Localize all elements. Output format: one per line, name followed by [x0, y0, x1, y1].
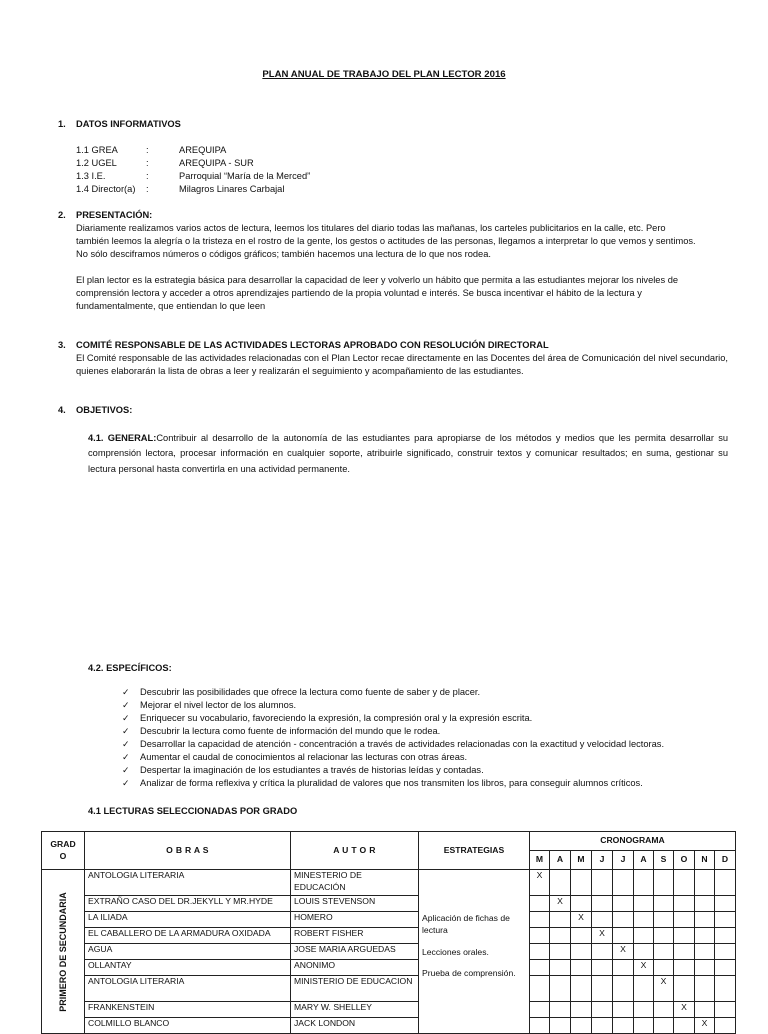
comite-paragraph: El Comité responsable de las actividades relacionadas con el Plan Lector recae directamente en las Docentes del área de Comunicación del nivel secundario, quienes elaborarán la lista de obras a leer y realizarán el seguimiento y acompañamiento de las estudiantes.	[76, 353, 728, 376]
checkmark-icon: ✓	[122, 713, 130, 723]
autor-cell: MARY W. SHELLEY	[291, 1002, 419, 1018]
section-number: 1.	[58, 119, 66, 129]
schedule-cell	[550, 912, 571, 928]
schedule-cell	[654, 912, 674, 928]
schedule-cell	[674, 944, 695, 960]
schedule-cell	[715, 928, 736, 944]
schedule-cell	[654, 976, 674, 1002]
header-obras: O B R A S	[85, 832, 291, 870]
schedule-cell	[530, 1002, 550, 1018]
list-item-text: Despertar la imaginación de los estudiantes a través de historias leídas y contadas.	[140, 765, 484, 775]
datos-label: 1.1 GREA	[76, 145, 118, 155]
strategy-item: Lecciones orales.	[422, 946, 489, 957]
list-item	[122, 725, 742, 738]
schedule-cell	[654, 870, 674, 896]
presentacion-paragraph-2	[76, 274, 728, 312]
schedule-cell	[715, 944, 736, 960]
list-item	[122, 686, 742, 699]
obra-cell: AGUA	[85, 944, 291, 960]
autor-cell: HOMERO	[291, 912, 419, 928]
schedule-cell	[613, 976, 634, 1002]
schedule-cell	[695, 896, 715, 912]
lecturas-table	[41, 831, 736, 1034]
obra-cell: LA ILIADA	[85, 912, 291, 928]
schedule-cell	[592, 1002, 613, 1018]
schedule-cell	[715, 912, 736, 928]
schedule-cell	[654, 960, 674, 976]
schedule-cell	[530, 944, 550, 960]
datos-value: AREQUIPA	[179, 145, 227, 155]
checkmark-icon: ✓	[122, 687, 130, 697]
schedule-cell	[715, 976, 736, 1002]
objetivo-general-text: Contribuir al desarrollo de la autonomía de las estudiantes para apropiarse de los métodos y medios que les permita desarrollar su comprensión lectora, procesar información en cualquier soporte, atribuirle significado, construir textos y comunicar resultados; en suma, gestionar su lectura personal hasta convertirla en una actividad permanente.	[88, 433, 729, 474]
list-item-text: Enriquecer su vocabulario, favoreciendo la expresión, la compresión oral y la expresión escrita.	[140, 713, 533, 723]
list-item	[122, 777, 742, 790]
schedule-cell	[634, 870, 654, 896]
obra-cell: ANTOLOGIA LITERARIA	[85, 870, 291, 896]
checkmark-icon: ✓	[122, 778, 130, 788]
schedule-cell	[571, 944, 592, 960]
datos-sep: :	[146, 145, 149, 155]
schedule-cell	[571, 1018, 592, 1034]
schedule-mark: X	[701, 1018, 708, 1028]
schedule-cell	[654, 928, 674, 944]
grade-cell	[42, 870, 85, 1034]
table-row	[42, 976, 736, 1002]
list-item	[122, 764, 742, 777]
schedule-cell	[715, 960, 736, 976]
schedule-cell	[715, 1002, 736, 1018]
schedule-mark: X	[578, 912, 584, 922]
month-header: J	[613, 851, 634, 870]
schedule-cell	[592, 976, 613, 1002]
table-row	[42, 1002, 736, 1018]
schedule-cell	[550, 928, 571, 944]
schedule-cell	[695, 912, 715, 928]
autor-cell: LOUIS STEVENSON	[291, 896, 419, 912]
schedule-cell	[592, 960, 613, 976]
schedule-cell	[695, 1018, 715, 1034]
list-item	[122, 699, 742, 712]
schedule-cell	[530, 1018, 550, 1034]
schedule-cell	[592, 1018, 613, 1034]
datos-row	[76, 157, 476, 170]
section-number: 4.	[58, 405, 66, 415]
schedule-cell	[550, 976, 571, 1002]
text-line: No sólo desciframos números o códigos gráficos; también hacemos una lectura de lo que nos rodea.	[76, 248, 491, 259]
datos-label: 1.3 I.E.	[76, 171, 106, 181]
datos-sep: :	[146, 158, 149, 168]
especificos-list	[122, 686, 742, 790]
schedule-cell	[674, 976, 695, 1002]
checkmark-icon: ✓	[122, 752, 130, 762]
schedule-cell	[550, 944, 571, 960]
schedule-cell	[654, 1018, 674, 1034]
schedule-cell	[715, 1018, 736, 1034]
datos-label: 1.2 UGEL	[76, 158, 117, 168]
table-row	[42, 960, 736, 976]
header-cronograma: CRONOGRAMA	[530, 832, 736, 851]
strategy-item: Aplicación de fichas de lectura	[422, 912, 510, 935]
datos-row	[76, 144, 476, 157]
month-header: M	[571, 851, 592, 870]
checkmark-icon: ✓	[122, 700, 130, 710]
strategy-item: Prueba de comprensión.	[422, 968, 516, 979]
schedule-cell	[592, 896, 613, 912]
header-text: GRAD	[50, 838, 76, 849]
table-row	[42, 944, 736, 960]
schedule-mark: X	[640, 960, 647, 970]
list-item	[122, 712, 742, 725]
schedule-cell	[674, 870, 695, 896]
text-line: El plan lector es la estrategia básica para desarrollar la capacidad de leer y volverlo un hábito que permita a las estudiantes mejorar los niveles de	[76, 275, 679, 285]
schedule-cell	[550, 960, 571, 976]
table-body	[42, 870, 736, 1034]
schedule-cell	[530, 896, 550, 912]
schedule-cell	[613, 1002, 634, 1018]
schedule-cell	[695, 944, 715, 960]
schedule-cell	[715, 870, 736, 896]
schedule-cell	[634, 912, 654, 928]
autor-cell: MINISTERIO DE EDUCACION	[291, 976, 419, 1002]
table-row	[42, 1018, 736, 1034]
section-heading-comite: COMITÉ RESPONSABLE DE LAS ACTIVIDADES LECTORAS APROBADO CON RESOLUCIÓN DIRECTORAL	[76, 340, 549, 350]
obra-cell: OLLANTAY	[85, 960, 291, 976]
estrategias-cell	[419, 870, 530, 1034]
schedule-cell	[695, 960, 715, 976]
schedule-cell	[613, 896, 634, 912]
schedule-cell	[674, 1018, 695, 1034]
schedule-cell	[634, 928, 654, 944]
schedule-cell	[674, 960, 695, 976]
schedule-cell	[613, 960, 634, 976]
text-line: Diariamente realizamos varios actos de lectura, leemos los titulares del diario todas las mañanas, los carteles publicitarios en la calle, etc. Pero	[76, 223, 666, 233]
month-header: S	[654, 851, 674, 870]
section-number: 3.	[58, 340, 66, 350]
header-estrategias: ESTRATEGIAS	[419, 832, 530, 870]
schedule-cell	[530, 976, 550, 1002]
text-line: también leemos la alegría o la tristeza en el rostro de la gente, los gestos o actitudes de las personas, llegamos a interpretar lo que vemos y sentimos.	[76, 235, 696, 246]
obra-cell: FRANKENSTEIN	[85, 1002, 291, 1018]
table-row	[42, 928, 736, 944]
schedule-cell	[654, 944, 674, 960]
table-row	[42, 896, 736, 912]
schedule-cell	[550, 870, 571, 896]
header-autor: A U T O R	[291, 832, 419, 870]
obra-cell: EXTRAÑO CASO DEL DR.JEKYLL Y MR.HYDE	[85, 896, 291, 912]
table-row	[42, 870, 736, 896]
checkmark-icon: ✓	[122, 726, 130, 736]
schedule-cell	[674, 896, 695, 912]
schedule-cell	[592, 928, 613, 944]
list-item	[122, 738, 742, 751]
obra-cell: ANTOLOGIA LITERARIA	[85, 976, 291, 1002]
schedule-cell	[571, 928, 592, 944]
month-header: O	[674, 851, 695, 870]
text-line: comprensión lectora y acceder a otros aprendizajes partiendo de la propia voluntad e interés. Se busca incentivar el hábito de la lectura y	[76, 287, 642, 298]
autor-cell: JOSE MARIA ARGUEDAS	[291, 944, 419, 960]
schedule-cell	[634, 976, 654, 1002]
schedule-cell	[613, 928, 634, 944]
header-text: O	[59, 850, 67, 861]
schedule-cell	[613, 1018, 634, 1034]
schedule-cell	[613, 944, 634, 960]
objetivo-general	[88, 431, 728, 477]
datos-value: AREQUIPA - SUR	[179, 158, 254, 168]
especificos-label: 4.2. ESPECÍFICOS:	[88, 663, 172, 673]
list-item	[122, 751, 742, 764]
datos-label: 1.4 Director(a)	[76, 184, 136, 194]
list-item-text: Mejorar el nivel lector de los alumnos.	[140, 700, 297, 710]
schedule-mark: X	[599, 928, 605, 938]
objetivo-general-label: 4.1. GENERAL:	[88, 433, 157, 443]
schedule-cell	[674, 1002, 695, 1018]
schedule-cell	[715, 896, 736, 912]
schedule-cell	[613, 870, 634, 896]
section-heading-presentacion: PRESENTACIÓN:	[76, 210, 153, 220]
schedule-cell	[634, 960, 654, 976]
list-item-text: Descubrir la lectura como fuente de información del mundo que le rodea.	[140, 726, 441, 736]
schedule-cell	[695, 976, 715, 1002]
month-header: N	[695, 851, 715, 870]
list-item-text: Desarrollar la capacidad de atención - concentración a través de actividades relacionadas con la exactitud y velocidad lectoras.	[140, 739, 665, 749]
schedule-cell	[634, 896, 654, 912]
month-header: J	[592, 851, 613, 870]
schedule-cell	[695, 870, 715, 896]
schedule-mark: X	[620, 944, 626, 954]
schedule-cell	[654, 896, 674, 912]
list-item-text: Analizar de forma reflexiva y crítica la pluralidad de valores que nos transmiten los libros, para conseguir alumnos críticos.	[140, 778, 643, 788]
schedule-cell	[530, 960, 550, 976]
text-line: fundamentalmente, que entiendan lo que leen	[76, 300, 266, 311]
month-header: D	[715, 851, 736, 870]
datos-value: Milagros Linares Carbajal	[179, 184, 285, 194]
header-grado	[42, 832, 85, 870]
schedule-cell	[634, 1018, 654, 1034]
schedule-mark: X	[681, 1002, 687, 1012]
autor-cell: JACK LONDON	[291, 1018, 419, 1034]
schedule-cell	[571, 870, 592, 896]
section-number: 2.	[58, 210, 66, 220]
schedule-mark: X	[557, 896, 563, 906]
schedule-cell	[571, 960, 592, 976]
month-header: A	[550, 851, 571, 870]
schedule-cell	[674, 928, 695, 944]
schedule-cell	[592, 870, 613, 896]
checkmark-icon: ✓	[122, 765, 130, 775]
schedule-cell	[592, 944, 613, 960]
schedule-cell	[571, 1002, 592, 1018]
schedule-cell	[592, 912, 613, 928]
schedule-cell	[674, 912, 695, 928]
schedule-cell	[530, 870, 550, 896]
datos-row	[76, 183, 476, 196]
month-header: A	[634, 851, 654, 870]
obra-cell: EL CABALLERO DE LA ARMADURA OXIDADA	[85, 928, 291, 944]
datos-list	[76, 144, 476, 196]
schedule-cell	[550, 896, 571, 912]
presentacion-paragraph-1	[76, 222, 728, 260]
list-item-text: Aumentar el caudal de conocimientos al relacionar las lecturas con otras áreas.	[140, 752, 468, 762]
datos-value: Parroquial “María de la Merced”	[179, 171, 311, 181]
schedule-cell	[634, 1002, 654, 1018]
section-heading-objetivos: OBJETIVOS:	[76, 405, 133, 415]
schedule-cell	[571, 896, 592, 912]
datos-sep: :	[146, 184, 149, 194]
table-row	[42, 912, 736, 928]
autor-cell: ANONIMO	[291, 960, 419, 976]
schedule-cell	[634, 944, 654, 960]
schedule-cell	[550, 1018, 571, 1034]
schedule-cell	[550, 1002, 571, 1018]
schedule-cell	[613, 912, 634, 928]
datos-row	[76, 170, 476, 183]
autor-cell: ROBERT FISHER	[291, 928, 419, 944]
list-item-text: Descubrir las posibilidades que ofrece la lectura como fuente de saber y de placer.	[140, 687, 481, 697]
month-header: M	[530, 851, 550, 870]
schedule-cell	[530, 928, 550, 944]
datos-sep: :	[146, 171, 149, 181]
schedule-mark: X	[660, 976, 667, 986]
schedule-cell	[571, 912, 592, 928]
grade-label: PRIMERO DE SECUNDARIA	[57, 891, 68, 1012]
schedule-cell	[695, 928, 715, 944]
schedule-cell	[571, 976, 592, 1002]
autor-cell: MINESTERIO DE EDUCACIÓN	[291, 870, 419, 896]
schedule-cell	[695, 1002, 715, 1018]
checkmark-icon: ✓	[122, 739, 130, 749]
lecturas-label: 4.1 LECTURAS SELECCIONADAS POR GRADO	[88, 806, 298, 816]
schedule-mark: X	[536, 870, 543, 880]
obra-cell: COLMILLO BLANCO	[85, 1018, 291, 1034]
page-title: PLAN ANUAL DE TRABAJO DEL PLAN LECTOR 2016	[262, 69, 506, 80]
section-heading-datos: DATOS INFORMATIVOS	[76, 119, 181, 129]
schedule-cell	[530, 912, 550, 928]
schedule-cell	[654, 1002, 674, 1018]
